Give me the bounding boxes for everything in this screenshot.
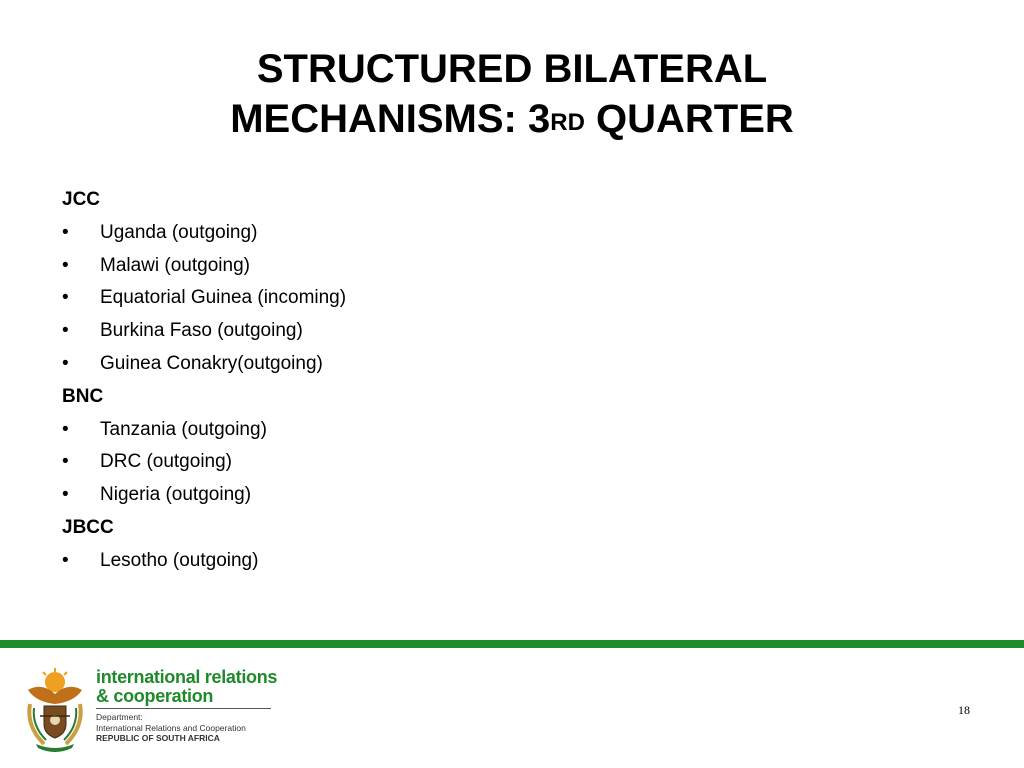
list-item: [62, 348, 662, 381]
logo-wordmark: [96, 668, 277, 706]
coat-of-arms-icon: [22, 668, 88, 752]
page-number: 18: [958, 703, 970, 717]
bullet-icon: •: [62, 451, 69, 473]
list-item: [62, 414, 662, 447]
dept-line-3: REPUBLIC OF SOUTH AFRICA: [96, 733, 220, 743]
list-item-text: Burkina Faso (outgoing): [100, 320, 303, 342]
list-item: [62, 446, 662, 479]
list-item: [62, 315, 662, 348]
bullet-icon: •: [62, 484, 69, 506]
title-line-2-suffix: QUARTER: [584, 97, 794, 141]
bullet-icon: •: [62, 287, 69, 309]
footer-divider: [0, 640, 1024, 648]
title-superscript: RD: [550, 109, 585, 136]
list-item-text: Nigeria (outgoing): [100, 484, 252, 506]
bullet-icon: •: [62, 221, 69, 243]
list-item-text: Uganda (outgoing): [100, 221, 258, 243]
logo-line-2: & cooperation: [96, 686, 214, 706]
section-heading-jbcc: JBCC: [62, 516, 114, 538]
bullet-icon: •: [62, 320, 69, 342]
section-heading-bnc: BNC: [62, 385, 104, 407]
list-item: [62, 217, 662, 250]
list-item-text: DRC (outgoing): [100, 451, 232, 473]
section-heading-jcc: JCC: [62, 189, 101, 210]
logo-divider: [96, 708, 271, 709]
list-item-text: Guinea Conakry(outgoing): [100, 352, 323, 374]
list-item-text: Malawi (outgoing): [100, 254, 250, 276]
list-item: [62, 479, 662, 512]
logo-line-1: international relations: [96, 667, 278, 687]
list-item: [62, 545, 662, 578]
slide-title: [0, 44, 1024, 144]
list-item-text: Lesotho (outgoing): [100, 549, 259, 571]
title-line-2-prefix: MECHANISMS: 3: [230, 97, 551, 141]
dept-line-2: International Relations and Cooperation: [96, 722, 246, 733]
list-item-text: Equatorial Guinea (incoming): [100, 287, 347, 309]
department-label: [96, 712, 246, 744]
list-item-text: Tanzania (outgoing): [100, 418, 267, 440]
bullet-icon: •: [62, 418, 69, 440]
list-item: [62, 282, 662, 315]
bullet-icon: •: [62, 352, 69, 374]
title-line-1: STRUCTURED BILATERAL: [256, 47, 768, 91]
list-item: [62, 250, 662, 283]
dirco-logo: [22, 668, 282, 752]
dept-line-1: Department:: [96, 712, 143, 722]
title-line-2: [0, 94, 1024, 144]
bullet-icon: •: [62, 254, 69, 276]
bullet-icon: •: [62, 549, 69, 571]
mechanisms-list: [62, 184, 662, 578]
